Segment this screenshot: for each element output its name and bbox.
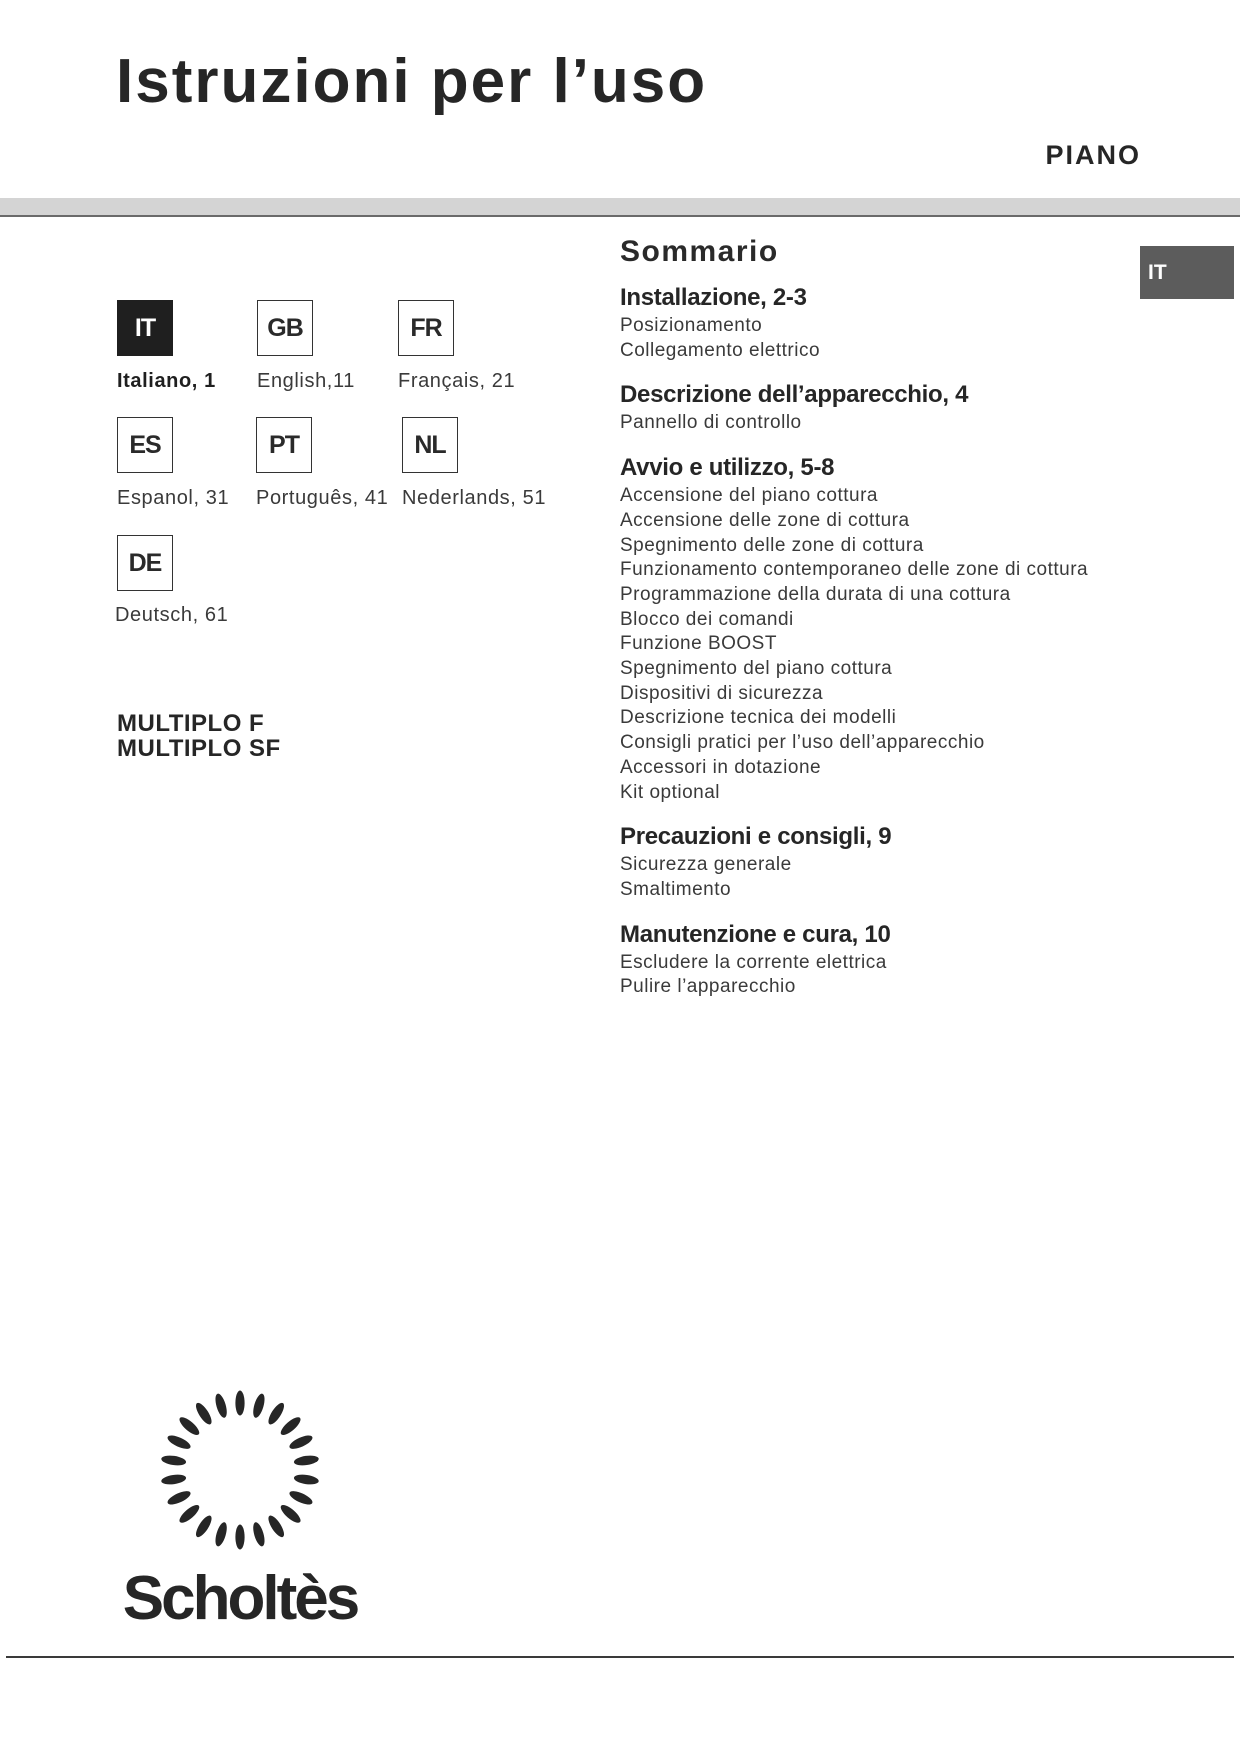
- sun-petal: [161, 1473, 187, 1486]
- sun-petal: [293, 1473, 319, 1486]
- toc-item[interactable]: Spegnimento delle zone di cottura: [620, 534, 924, 556]
- current-language-tab: IT: [1140, 246, 1234, 299]
- language-label-nl: Nederlands, 51: [402, 487, 547, 509]
- brand-name: Scholtès: [122, 1564, 358, 1633]
- language-label-fr: Français, 21: [398, 370, 516, 392]
- sun-petal: [166, 1488, 193, 1507]
- toc-item[interactable]: Posizionamento: [620, 315, 763, 336]
- language-label-gb: English,11: [257, 370, 355, 392]
- sun-petal: [161, 1454, 187, 1467]
- toc-heading[interactable]: Descrizione dell’apparecchio, 4: [620, 381, 969, 409]
- sun-petal: [177, 1414, 202, 1437]
- toc-item[interactable]: Sicurezza generale: [620, 854, 792, 876]
- toc-item[interactable]: Accessori in dotazione: [620, 756, 822, 778]
- sun-petal: [213, 1392, 229, 1419]
- toc-section-avvio: [620, 452, 1120, 805]
- toc-item[interactable]: Pannello di controllo: [620, 412, 802, 434]
- sun-petal: [288, 1433, 315, 1452]
- toc-heading[interactable]: Avvio e utilizzo, 5-8: [620, 454, 835, 482]
- toc-item[interactable]: Blocco dei comandi: [620, 608, 794, 630]
- toc-section-manutenzione: [620, 919, 1120, 1000]
- sun-petal: [251, 1521, 267, 1548]
- toc-section-descrizione: [620, 379, 1120, 436]
- toc-heading[interactable]: Installazione, 2-3: [620, 284, 807, 311]
- language-button-fr[interactable]: FR: [398, 300, 454, 356]
- sun-petal: [166, 1433, 193, 1452]
- sun-petal: [177, 1502, 202, 1525]
- sun-burst-icon: [161, 1391, 320, 1550]
- language-label-de: Deutsch, 61: [115, 604, 229, 626]
- language-button-pt[interactable]: PT: [256, 417, 312, 473]
- sun-petal: [266, 1401, 287, 1427]
- language-button-de[interactable]: DE: [117, 535, 173, 591]
- footer-divider: [6, 1656, 1234, 1658]
- toc-item[interactable]: Accensione delle zone di cottura: [620, 509, 910, 531]
- toc-item[interactable]: Pulire l’apparecchio: [620, 976, 796, 998]
- toc-section-precauzioni: [620, 821, 1120, 902]
- toc-item[interactable]: Escludere la corrente elettrica: [620, 951, 887, 973]
- sun-petal: [193, 1513, 214, 1539]
- language-label-it: Italiano, 1: [117, 370, 216, 392]
- language-button-nl[interactable]: NL: [402, 417, 458, 473]
- sun-petal: [193, 1401, 214, 1427]
- language-button-it[interactable]: IT: [117, 300, 173, 356]
- sun-petal: [293, 1454, 319, 1467]
- model-name: MULTIPLO F: [117, 710, 265, 737]
- sun-petal: [213, 1521, 229, 1548]
- toc-heading[interactable]: Precauzioni e consigli, 9: [620, 823, 892, 851]
- sun-petal: [278, 1414, 303, 1437]
- page-title: Istruzioni per l’uso: [116, 47, 708, 116]
- language-button-es[interactable]: ES: [117, 417, 173, 473]
- brand-logo: [115, 1372, 365, 1634]
- sun-petal: [288, 1488, 315, 1507]
- header-divider-band: [0, 198, 1240, 217]
- toc-item[interactable]: Kit optional: [620, 781, 721, 803]
- sun-petal: [235, 1391, 244, 1416]
- sun-petal: [251, 1392, 267, 1419]
- language-label-pt: Português, 41: [256, 487, 389, 509]
- sun-petal: [266, 1513, 287, 1539]
- product-category: PIANO: [1045, 140, 1141, 170]
- toc-item[interactable]: Accensione del piano cottura: [620, 485, 878, 507]
- model-name: MULTIPLO SF: [117, 735, 281, 762]
- toc-item[interactable]: Consigli pratici per l’uso dell’apparecchio: [620, 732, 985, 754]
- sun-petal: [278, 1502, 303, 1525]
- toc-item[interactable]: Spegnimento del piano cottura: [620, 658, 893, 680]
- toc-item[interactable]: Descrizione tecnica dei modelli: [620, 707, 897, 729]
- toc-item[interactable]: Smaltimento: [620, 878, 732, 900]
- sun-petal: [235, 1525, 244, 1550]
- toc-item[interactable]: Funzionamento contemporaneo delle zone di cottura: [620, 559, 1089, 581]
- language-button-gb[interactable]: GB: [257, 300, 313, 356]
- toc-section-installazione: [620, 282, 1120, 363]
- toc-item[interactable]: Funzione BOOST: [620, 633, 777, 655]
- toc-title: Sommario: [620, 235, 779, 268]
- toc-item[interactable]: Dispositivi di sicurezza: [620, 682, 824, 704]
- toc-item[interactable]: Collegamento elettrico: [620, 339, 821, 361]
- language-label-es: Espanol, 31: [117, 487, 230, 509]
- toc-item[interactable]: Programmazione della durata di una cottura: [620, 583, 1011, 605]
- table-of-contents: [620, 232, 1120, 1016]
- toc-heading[interactable]: Manutenzione e cura, 10: [620, 920, 891, 948]
